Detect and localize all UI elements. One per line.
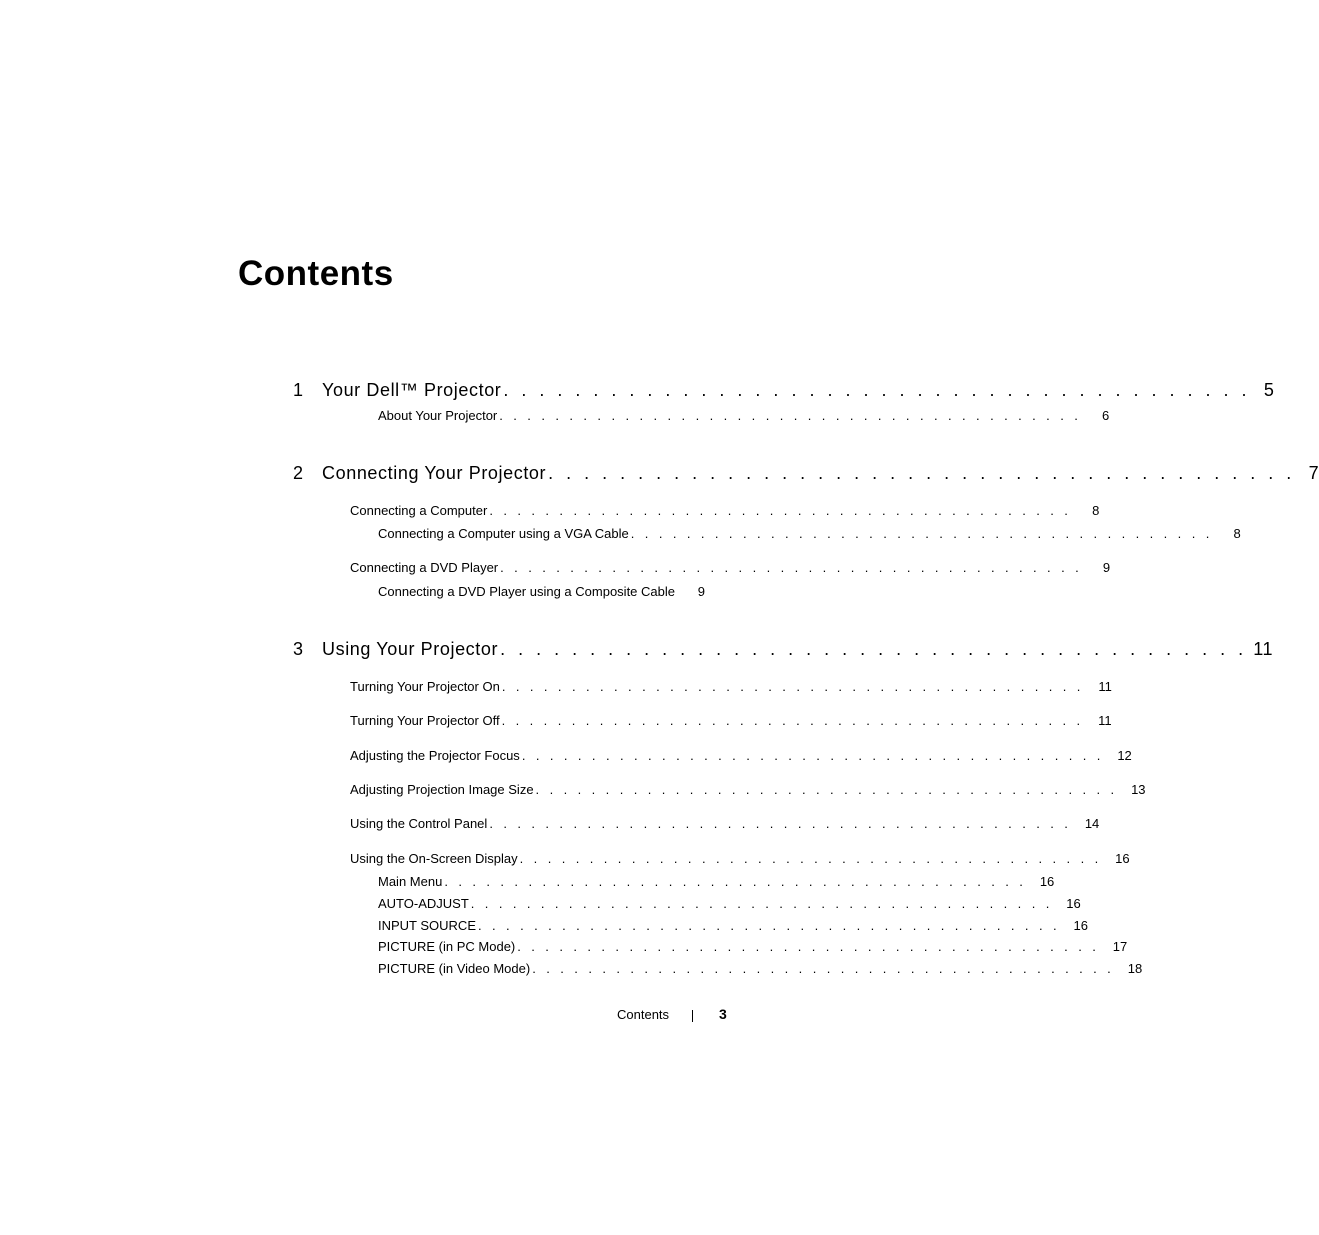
toc-chapter-2[interactable] (293, 463, 1319, 484)
chapter-title: Using Your Projector (322, 639, 499, 659)
entry-title: Adjusting Projection Image Size (350, 782, 534, 797)
entry-title: Connecting a Computer (350, 503, 488, 518)
toc-chapter-1[interactable] (293, 380, 1275, 401)
dot-leader: . . . . . . . . . . . . . . . . . . . . . . . . . . . . . . . . . . . . . . . . . . (499, 408, 1082, 423)
dot-leader: . . . . . . . . . . . . . . . . . . . . . . . . . . . . . . . . . . . . . . . . . . (489, 503, 1072, 518)
entry-title: Connecting a DVD Player (350, 560, 499, 575)
page-number: 8 (1092, 503, 1100, 518)
page-number: 16 (1115, 851, 1130, 866)
toc-entry-adjusting-focus[interactable] (350, 748, 1132, 763)
chapter-title: Connecting Your Projector (322, 463, 547, 483)
toc-entry-main-menu[interactable] (378, 874, 1055, 889)
page-number: 16 (1039, 874, 1055, 889)
dot-leader: . . . . . . . . . . . . . . . . . . . . . . . . . . . . . . . . . . . . . . . . . . (501, 713, 1084, 728)
dot-leader: . . . . . . . . . . . . . . . . . . . . . . . . . . . . . . . . . . . . . . . . . . (532, 961, 1115, 976)
dot-leader: . . . . . . . . . . . . . . . . . . . . . . . . . . . . . . . . . . . . . . . . . . (519, 851, 1102, 866)
dot-leader: . . . . . . . . . . . . . . . . . . . . . . . . . . . . . . . . . . . . . . . . . . (548, 463, 1296, 483)
page-number: 16 (1066, 896, 1081, 911)
toc-entry-connecting-a-dvd-player[interactable] (350, 560, 1111, 575)
toc-entry-turning-projector-on[interactable] (350, 679, 1112, 694)
page-number: 6 (1102, 408, 1110, 423)
dot-leader: . . . . . . . . . . . . . . . . . . . . . . . . . . . . . . . . . . . . . . . . . . (517, 939, 1100, 954)
entry-title: Adjusting the Projector Focus (350, 748, 520, 763)
toc-entry-turning-projector-off[interactable] (350, 713, 1112, 728)
entry-title: About Your Projector (378, 408, 498, 423)
entry-title: Connecting a DVD Player using a Composite Cable (378, 584, 675, 599)
dot-leader: . . . . . . . . . . . . . . . . . . . . . . . . . . . . . . . . . . . . . . . . . . (444, 874, 1027, 889)
toc-entry-connecting-computer-vga[interactable] (378, 526, 1241, 541)
entry-title: Using the On-Screen Display (350, 851, 518, 866)
page-number: 9 (1102, 560, 1111, 575)
page-number: 14 (1084, 816, 1100, 831)
dot-leader: . . . . . . . . . . . . . . . . . . . . . . . . . . . . . . . . . . . . . . . . . . (503, 380, 1251, 400)
toc-entry-on-screen-display[interactable] (350, 851, 1130, 866)
dot-leader: . . . . . . . . . . . . . . . . . . . . . . . . . . . . . . . . . . . . . . . . . . (521, 748, 1104, 763)
entry-title: Turning Your Projector Off (350, 713, 500, 728)
dot-leader: . . . . . . . . . . . . . . . . . . . . . . . . . . . . . . . . . . . . . . . . . . (500, 639, 1248, 659)
dot-leader: . . . . . . . . . . . . . . . . . . . . . . . . . . . . . . . . . . . . . . . . . . (489, 816, 1072, 831)
footer-divider (692, 1010, 693, 1022)
toc-entry-input-source[interactable] (378, 918, 1088, 933)
entry-title: INPUT SOURCE (378, 918, 476, 933)
toc-entry-picture-video-mode[interactable] (378, 961, 1143, 976)
chapter-number: 2 (293, 463, 304, 483)
page-number: 11 (1098, 679, 1112, 694)
page-number: 12 (1117, 748, 1132, 763)
entry-title: Using the Control Panel (350, 816, 488, 831)
entry-title: Connecting a Computer using a VGA Cable (378, 526, 629, 541)
dot-leader: . . . . . . . . . . . . . . . . . . . . . . . . . . . . . . . . . . . . . . . . . . (501, 679, 1084, 694)
toc-chapter-3[interactable] (293, 639, 1274, 660)
dot-leader: . . . . . . . . . . . . . . . . . . . . . . . . . . . . . . . . . . . . . . . . . . (478, 918, 1060, 933)
entry-title: PICTURE (in Video Mode) (378, 961, 531, 976)
footer-section-label: Contents (617, 1007, 670, 1022)
page-number: 11 (1098, 713, 1112, 728)
entry-title: AUTO-ADJUST (378, 896, 469, 911)
entry-title: PICTURE (in PC Mode) (378, 939, 516, 954)
page-number: 11 (1253, 639, 1274, 659)
page-number: 9 (697, 584, 705, 599)
entry-title: Turning Your Projector On (350, 679, 500, 694)
page-number: 5 (1263, 380, 1275, 400)
chapter-number: 3 (293, 639, 304, 659)
toc-entry-about-your-projector[interactable] (378, 408, 1110, 423)
page-number: 16 (1073, 918, 1088, 933)
dot-leader: . . . . . . . . . . . . . . . . . . . . . . . . . . . . . . . . . . . . . . . . . . (535, 782, 1118, 797)
footer-page-number: 3 (719, 1006, 727, 1022)
page-number: 18 (1127, 961, 1143, 976)
page-number: 13 (1131, 782, 1146, 797)
chapter-title: Your Dell™ Projector (322, 380, 502, 400)
dot-leader: . . . . . . . . . . . . . . . . . . . . . . . . . . . . . . . . . . . . . . . . . . (500, 560, 1083, 575)
dot-leader: . . . . . . . . . . . . . . . . . . . . . . . . . . . . . . . . . . . . . . . . . . (470, 896, 1053, 911)
toc-entry-picture-pc-mode[interactable] (378, 939, 1128, 954)
chapter-number: 1 (293, 380, 304, 400)
toc-entry-adjusting-image-size[interactable] (350, 782, 1146, 797)
toc-entry-connecting-a-computer[interactable] (350, 503, 1100, 518)
toc-entry-connecting-dvd-composite[interactable] (378, 584, 705, 599)
toc-entry-control-panel[interactable] (350, 816, 1100, 831)
entry-title: Main Menu (378, 874, 443, 889)
page-number: 7 (1308, 463, 1319, 483)
page-title: Contents (238, 254, 394, 293)
page-number: 8 (1233, 526, 1241, 541)
toc-entry-auto-adjust[interactable] (378, 896, 1081, 911)
page-number: 17 (1112, 939, 1128, 954)
dot-leader: . . . . . . . . . . . . . . . . . . . . . . . . . . . . . . . . . . . . . . . . . . (630, 526, 1213, 541)
